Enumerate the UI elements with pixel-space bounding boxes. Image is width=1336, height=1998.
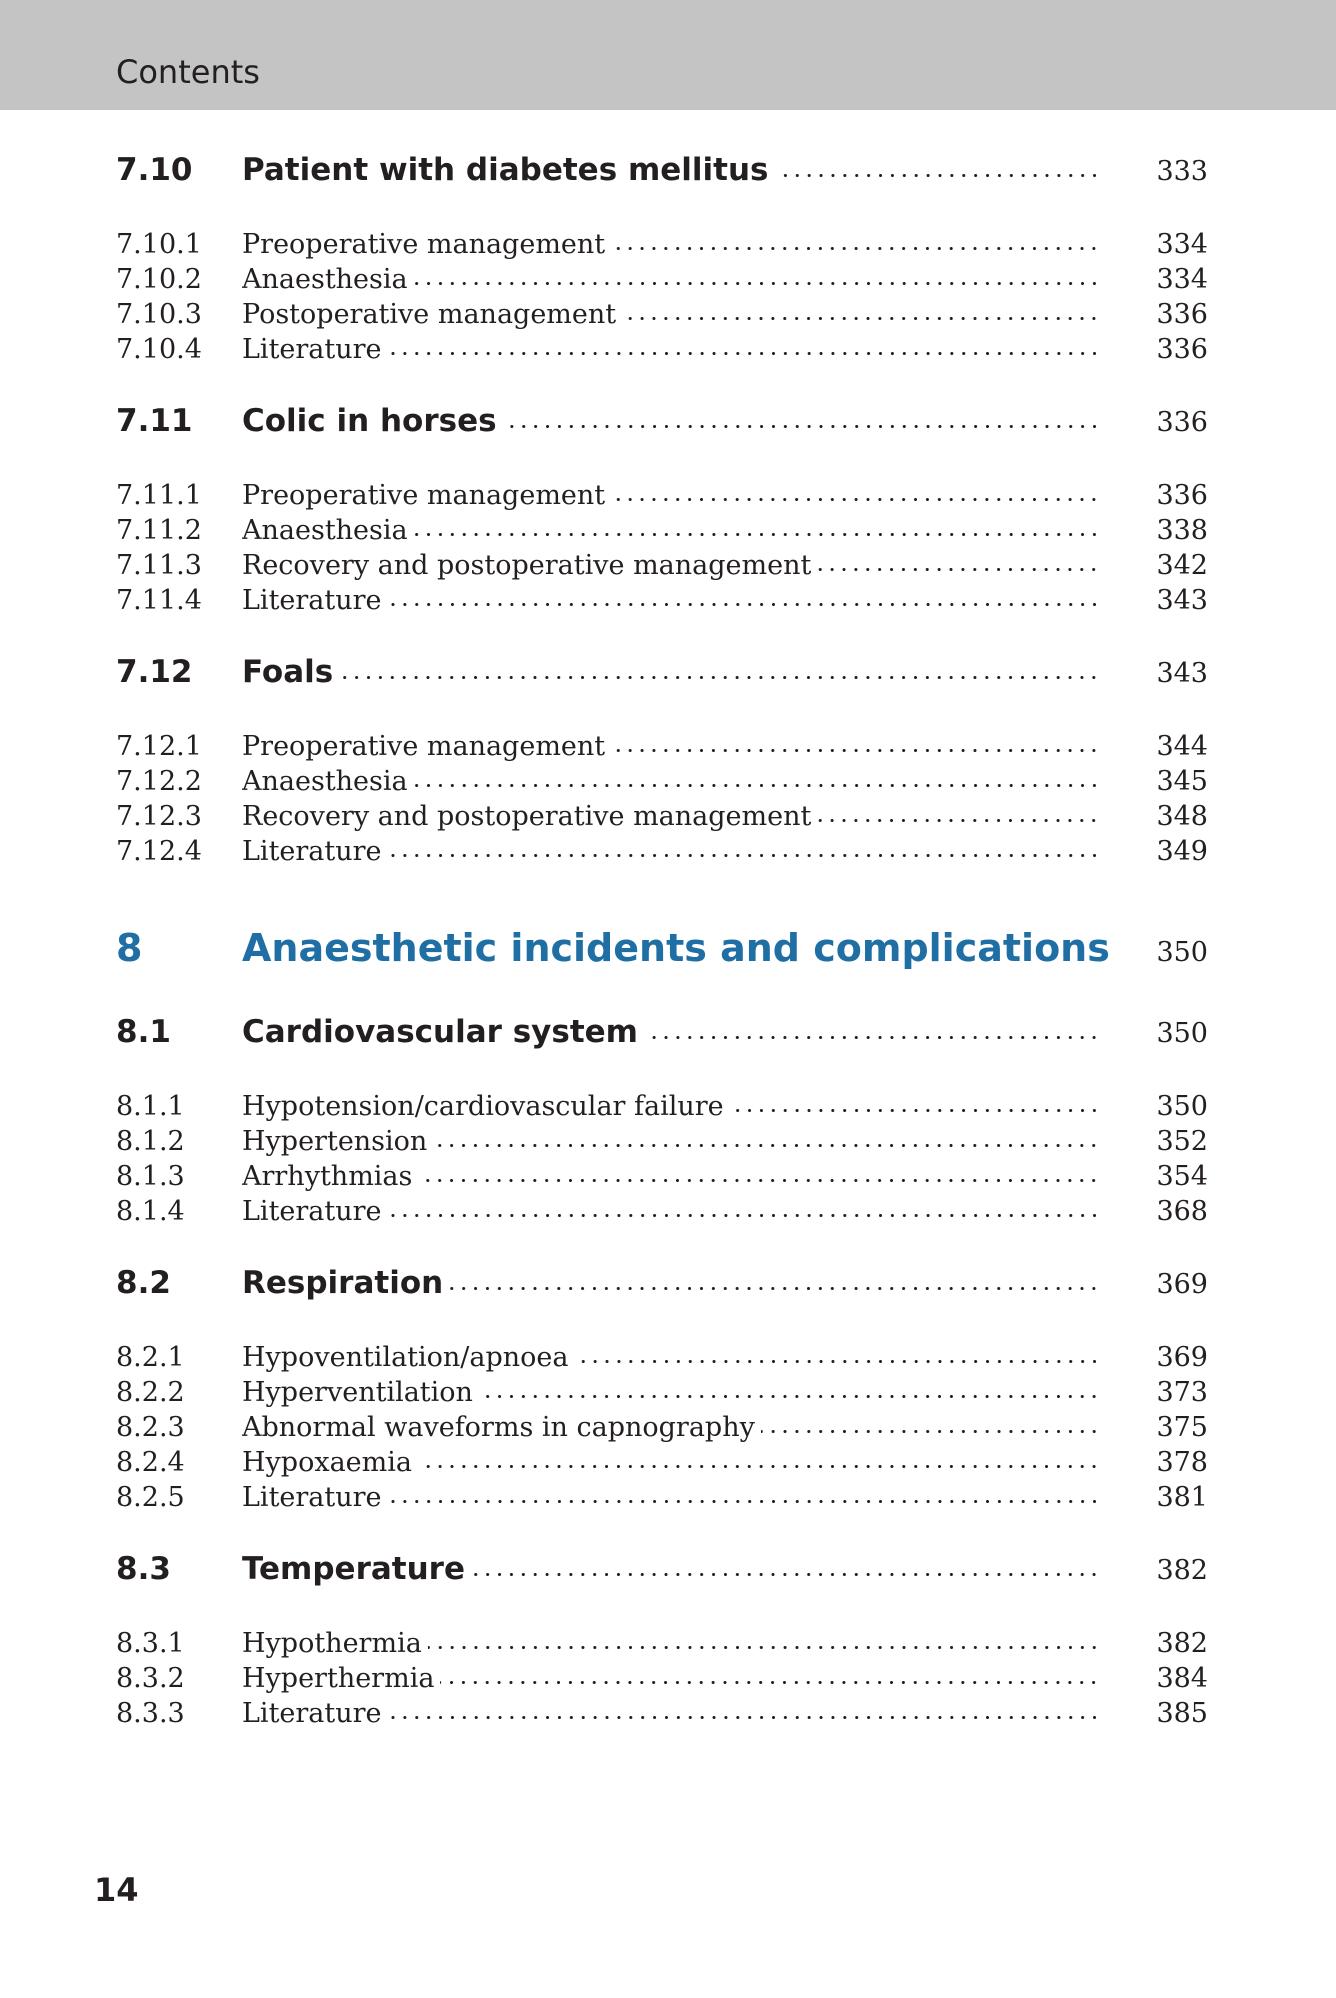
toc-entry-number: 7.11.4: [116, 585, 202, 616]
toc-entry-page: 368: [1156, 1196, 1208, 1227]
toc-entry-page: 354: [1156, 1161, 1208, 1192]
toc-entry-title: Colic in horses: [242, 403, 497, 439]
toc-subsection-entry[interactable]: [116, 835, 1208, 875]
dot-leader: [644, 1036, 1100, 1039]
toc-entry-page: 344: [1156, 731, 1208, 762]
toc-entry-title-wrap: [242, 1125, 1112, 1159]
toc-entry-title: Anaesthesia: [242, 515, 408, 546]
toc-entry-title-wrap: [242, 800, 1112, 834]
toc-entry-number: 7.10.2: [116, 264, 202, 295]
toc-entry-title: Preoperative management: [242, 731, 606, 762]
toc-entry-title-wrap: [242, 1160, 1112, 1194]
toc-entry-title-wrap: [242, 549, 1112, 583]
toc-entry-title-wrap: [242, 298, 1112, 332]
toc-entry-page: 333: [1156, 156, 1208, 187]
toc-entry-page: 336: [1156, 299, 1208, 330]
toc-entry-page: 336: [1156, 334, 1208, 365]
toc-entry-title-wrap: [242, 479, 1112, 513]
toc-entry-number: 7.12.3: [116, 801, 202, 832]
toc-subsection-entry[interactable]: [116, 1411, 1208, 1451]
dot-leader: [575, 1360, 1100, 1363]
toc-subsection-entry[interactable]: [116, 1481, 1208, 1521]
dot-leader: [339, 676, 1100, 679]
toc-entry-page: 349: [1156, 836, 1208, 867]
toc-entry-title: Literature: [242, 585, 382, 616]
toc-entry-page: 350: [1156, 1018, 1208, 1049]
dot-leader: [414, 533, 1100, 536]
toc-subsection-entry[interactable]: [116, 298, 1208, 338]
toc-subsection-entry[interactable]: [116, 1697, 1208, 1737]
toc-entry-title: Literature: [242, 1196, 382, 1227]
dot-leader: [775, 174, 1101, 177]
toc-subsection-entry[interactable]: [116, 1662, 1208, 1702]
toc-entry-number: 7.12.2: [116, 766, 202, 797]
toc-entry-title-wrap: [242, 1341, 1112, 1375]
toc-section-entry[interactable]: [116, 1549, 1208, 1589]
toc-entry-title: Respiration: [242, 1265, 444, 1301]
dot-leader: [388, 603, 1100, 606]
toc-entry-title: Patient with diabetes mellitus: [242, 152, 769, 188]
page-number: 14: [94, 1871, 139, 1909]
toc-entry-page: 352: [1156, 1126, 1208, 1157]
toc-entry-number: 7.10.1: [116, 229, 202, 260]
toc-section-entry[interactable]: [116, 150, 1208, 190]
toc-subsection-entry[interactable]: [116, 1090, 1208, 1130]
toc-section-entry[interactable]: [116, 1012, 1208, 1052]
toc-section-entry[interactable]: [116, 652, 1208, 692]
toc-entry-title: Arrhythmias: [242, 1161, 413, 1192]
toc-entry-page: 342: [1156, 550, 1208, 581]
toc-entry-number: 8.2.2: [116, 1377, 185, 1408]
dot-leader: [388, 854, 1100, 857]
toc-entry-title: Hypothermia: [242, 1628, 422, 1659]
toc-entry-title: Literature: [242, 836, 382, 867]
toc-entry-title-wrap: [242, 1195, 1112, 1229]
dot-leader: [388, 1500, 1100, 1503]
dot-leader: [418, 1465, 1100, 1468]
toc-entry-number: 7.10.3: [116, 299, 202, 330]
toc-entry-number: 8.2: [116, 1265, 171, 1301]
dot-leader: [622, 317, 1100, 320]
toc-entry-number: 8.1.1: [116, 1091, 185, 1122]
dot-leader: [428, 1646, 1100, 1649]
toc-entry-title-wrap: [242, 514, 1112, 548]
toc-entry-page: 384: [1156, 1663, 1208, 1694]
dot-leader: [388, 1716, 1100, 1719]
toc-subsection-entry[interactable]: [116, 333, 1208, 373]
toc-entry-page: 343: [1156, 658, 1208, 689]
dot-leader: [471, 1573, 1100, 1576]
toc-entry-page: 378: [1156, 1447, 1208, 1478]
toc-subsection-entry[interactable]: [116, 1125, 1208, 1165]
toc-entry-title: Hypertension: [242, 1126, 428, 1157]
dot-leader: [611, 247, 1100, 250]
toc-entry-number: 7.12.4: [116, 836, 202, 867]
toc-subsection-entry[interactable]: [116, 514, 1208, 554]
toc-entry-page: 369: [1156, 1342, 1208, 1373]
toc-entry-title-wrap: [242, 1263, 1112, 1303]
running-header-title: Contents: [116, 53, 260, 91]
toc-entry-page: 369: [1156, 1269, 1208, 1300]
dot-leader: [388, 352, 1100, 355]
toc-entry-title: Literature: [242, 334, 382, 365]
toc-entry-number: 8.3.1: [116, 1628, 185, 1659]
toc-entry-number: 7.10.4: [116, 334, 202, 365]
toc-entry-number: 7.12: [116, 654, 193, 690]
toc-entry-number: 8.3: [116, 1551, 171, 1587]
toc-entry-page: 382: [1156, 1555, 1208, 1586]
toc-entry-page: 382: [1156, 1628, 1208, 1659]
toc-entry-title-wrap: [242, 150, 1112, 190]
toc-entry-page: 350: [1156, 1091, 1208, 1122]
toc-entry-title-wrap: [242, 1090, 1112, 1124]
toc-subsection-entry[interactable]: [116, 1376, 1208, 1416]
toc-entry-title: Hyperthermia: [242, 1663, 435, 1694]
toc-entry-number: 7.11: [116, 403, 193, 439]
toc-entry-page: 345: [1156, 766, 1208, 797]
toc-entry-title-wrap: [242, 1549, 1112, 1589]
toc-entry-title: Recovery and postoperative management: [242, 550, 812, 581]
toc-entry-number: 7.11.1: [116, 480, 202, 511]
toc-entry-title-wrap: [242, 584, 1112, 618]
toc-entry-number: 7.10: [116, 152, 193, 188]
toc-entry-page: 343: [1156, 585, 1208, 616]
toc-entry-page: 336: [1156, 480, 1208, 511]
dot-leader: [817, 568, 1100, 571]
toc-entry-title: Literature: [242, 1698, 382, 1729]
dot-leader: [388, 1214, 1100, 1217]
toc-entry-title: Temperature: [242, 1551, 465, 1587]
toc-entry-title: Anaesthesia: [242, 766, 408, 797]
toc-entry-number: 8.1.2: [116, 1126, 185, 1157]
toc-entry-title-wrap: [242, 730, 1112, 764]
dot-leader: [730, 1109, 1100, 1112]
toc-entry-page: 334: [1156, 229, 1208, 260]
toc-entry-number: 8.3.2: [116, 1663, 185, 1694]
dot-leader: [761, 1430, 1100, 1433]
dot-leader: [817, 819, 1100, 822]
dot-leader: [611, 498, 1100, 501]
toc-subsection-entry[interactable]: [116, 1446, 1208, 1486]
toc-entry-page: 334: [1156, 264, 1208, 295]
toc-entry-number: 8.2.1: [116, 1342, 185, 1373]
toc-entry-title-wrap: [242, 1627, 1112, 1661]
toc-entry-title: Postoperative management: [242, 299, 617, 330]
toc-subsection-entry[interactable]: [116, 730, 1208, 770]
dot-leader: [414, 282, 1100, 285]
toc-entry-number: 8.1.4: [116, 1196, 185, 1227]
toc-entry-title-wrap: [242, 1376, 1112, 1410]
toc-entry-number: 8.1: [116, 1014, 171, 1050]
toc-entry-number: 8.2.4: [116, 1447, 185, 1478]
toc-entry-page: 375: [1156, 1412, 1208, 1443]
toc-entry-title-wrap: [242, 652, 1112, 692]
toc-entry-page: 385: [1156, 1698, 1208, 1729]
toc-entry-page: 338: [1156, 515, 1208, 546]
toc-entry-title: Hypotension/cardiovascular failure: [242, 1091, 724, 1122]
dot-leader: [479, 1395, 1100, 1398]
toc-section-entry[interactable]: [116, 401, 1208, 441]
toc-entry-title: Literature: [242, 1482, 382, 1513]
toc-subsection-entry[interactable]: [116, 1160, 1208, 1200]
toc-subsection-entry[interactable]: [116, 479, 1208, 519]
toc-entry-title-wrap: [242, 1411, 1112, 1445]
toc-entry-title-wrap: [242, 228, 1112, 262]
toc-entry-number: 8.2.3: [116, 1412, 185, 1443]
toc-entry-title: Preoperative management: [242, 480, 606, 511]
toc-entry-title-wrap: [242, 263, 1112, 297]
toc-entry-number: 8.2.5: [116, 1482, 185, 1513]
dot-leader: [503, 425, 1100, 428]
toc-entry-title: Preoperative management: [242, 229, 606, 260]
toc-entry-number: 8.1.3: [116, 1161, 185, 1192]
toc-entry-page: 373: [1156, 1377, 1208, 1408]
toc-entry-title: Hypoventilation/apnoea: [242, 1342, 569, 1373]
toc-subsection-entry[interactable]: [116, 800, 1208, 840]
toc-entry-number: 8: [116, 926, 143, 970]
toc-entry-title: Abnormal waveforms in capnography: [242, 1412, 755, 1443]
toc-entry-title: Anaesthesia: [242, 264, 408, 295]
dot-leader: [611, 749, 1100, 752]
toc-entry-number: 7.11.2: [116, 515, 202, 546]
toc-entry-title-wrap: [242, 1662, 1112, 1696]
toc-entry-number: 8.3.3: [116, 1698, 185, 1729]
toc-subsection-entry[interactable]: [116, 263, 1208, 303]
toc-entry-title-wrap: [242, 765, 1112, 799]
toc-entry-number: 7.12.1: [116, 731, 202, 762]
toc-entry-title: Recovery and postoperative management: [242, 801, 812, 832]
toc-subsection-entry[interactable]: [116, 1627, 1208, 1667]
toc-subsection-entry[interactable]: [116, 1341, 1208, 1381]
dot-leader: [433, 1144, 1100, 1147]
toc-entry-title-wrap: [242, 1446, 1112, 1480]
toc-entry-title-wrap: [242, 1012, 1112, 1052]
toc-entry-page: 348: [1156, 801, 1208, 832]
dot-leader: [414, 784, 1100, 787]
toc-chapter-entry[interactable]: [116, 925, 1208, 973]
toc-entry-title: Foals: [242, 654, 334, 690]
toc-subsection-entry[interactable]: [116, 1195, 1208, 1235]
toc-section-entry[interactable]: [116, 1263, 1208, 1303]
toc-entry-title-wrap: [242, 333, 1112, 367]
toc-subsection-entry[interactable]: [116, 549, 1208, 589]
toc-entry-title: Hyperventilation: [242, 1377, 473, 1408]
dot-leader: [440, 1681, 1100, 1684]
toc-entry-page: 336: [1156, 407, 1208, 438]
toc-entry-title-wrap: [242, 1481, 1112, 1515]
toc-entry-title: Hypoxaemia: [242, 1447, 412, 1478]
toc-subsection-entry[interactable]: [116, 228, 1208, 268]
toc-entry-title-wrap: [242, 925, 1112, 971]
toc-entry-title-wrap: [242, 401, 1112, 441]
toc-entry-page: 381: [1156, 1482, 1208, 1513]
dot-leader: [418, 1179, 1100, 1182]
toc-entry-page: 350: [1156, 937, 1208, 968]
toc-subsection-entry[interactable]: [116, 584, 1208, 624]
toc-entry-title-wrap: [242, 1697, 1112, 1731]
dot-leader: [449, 1287, 1100, 1290]
toc-entry-title: Anaesthetic incidents and complications: [242, 926, 1110, 970]
toc-entry-title-wrap: [242, 835, 1112, 869]
toc-entry-number: 7.11.3: [116, 550, 202, 581]
toc-entry-title: Cardiovascular system: [242, 1014, 638, 1050]
toc-subsection-entry[interactable]: [116, 765, 1208, 805]
